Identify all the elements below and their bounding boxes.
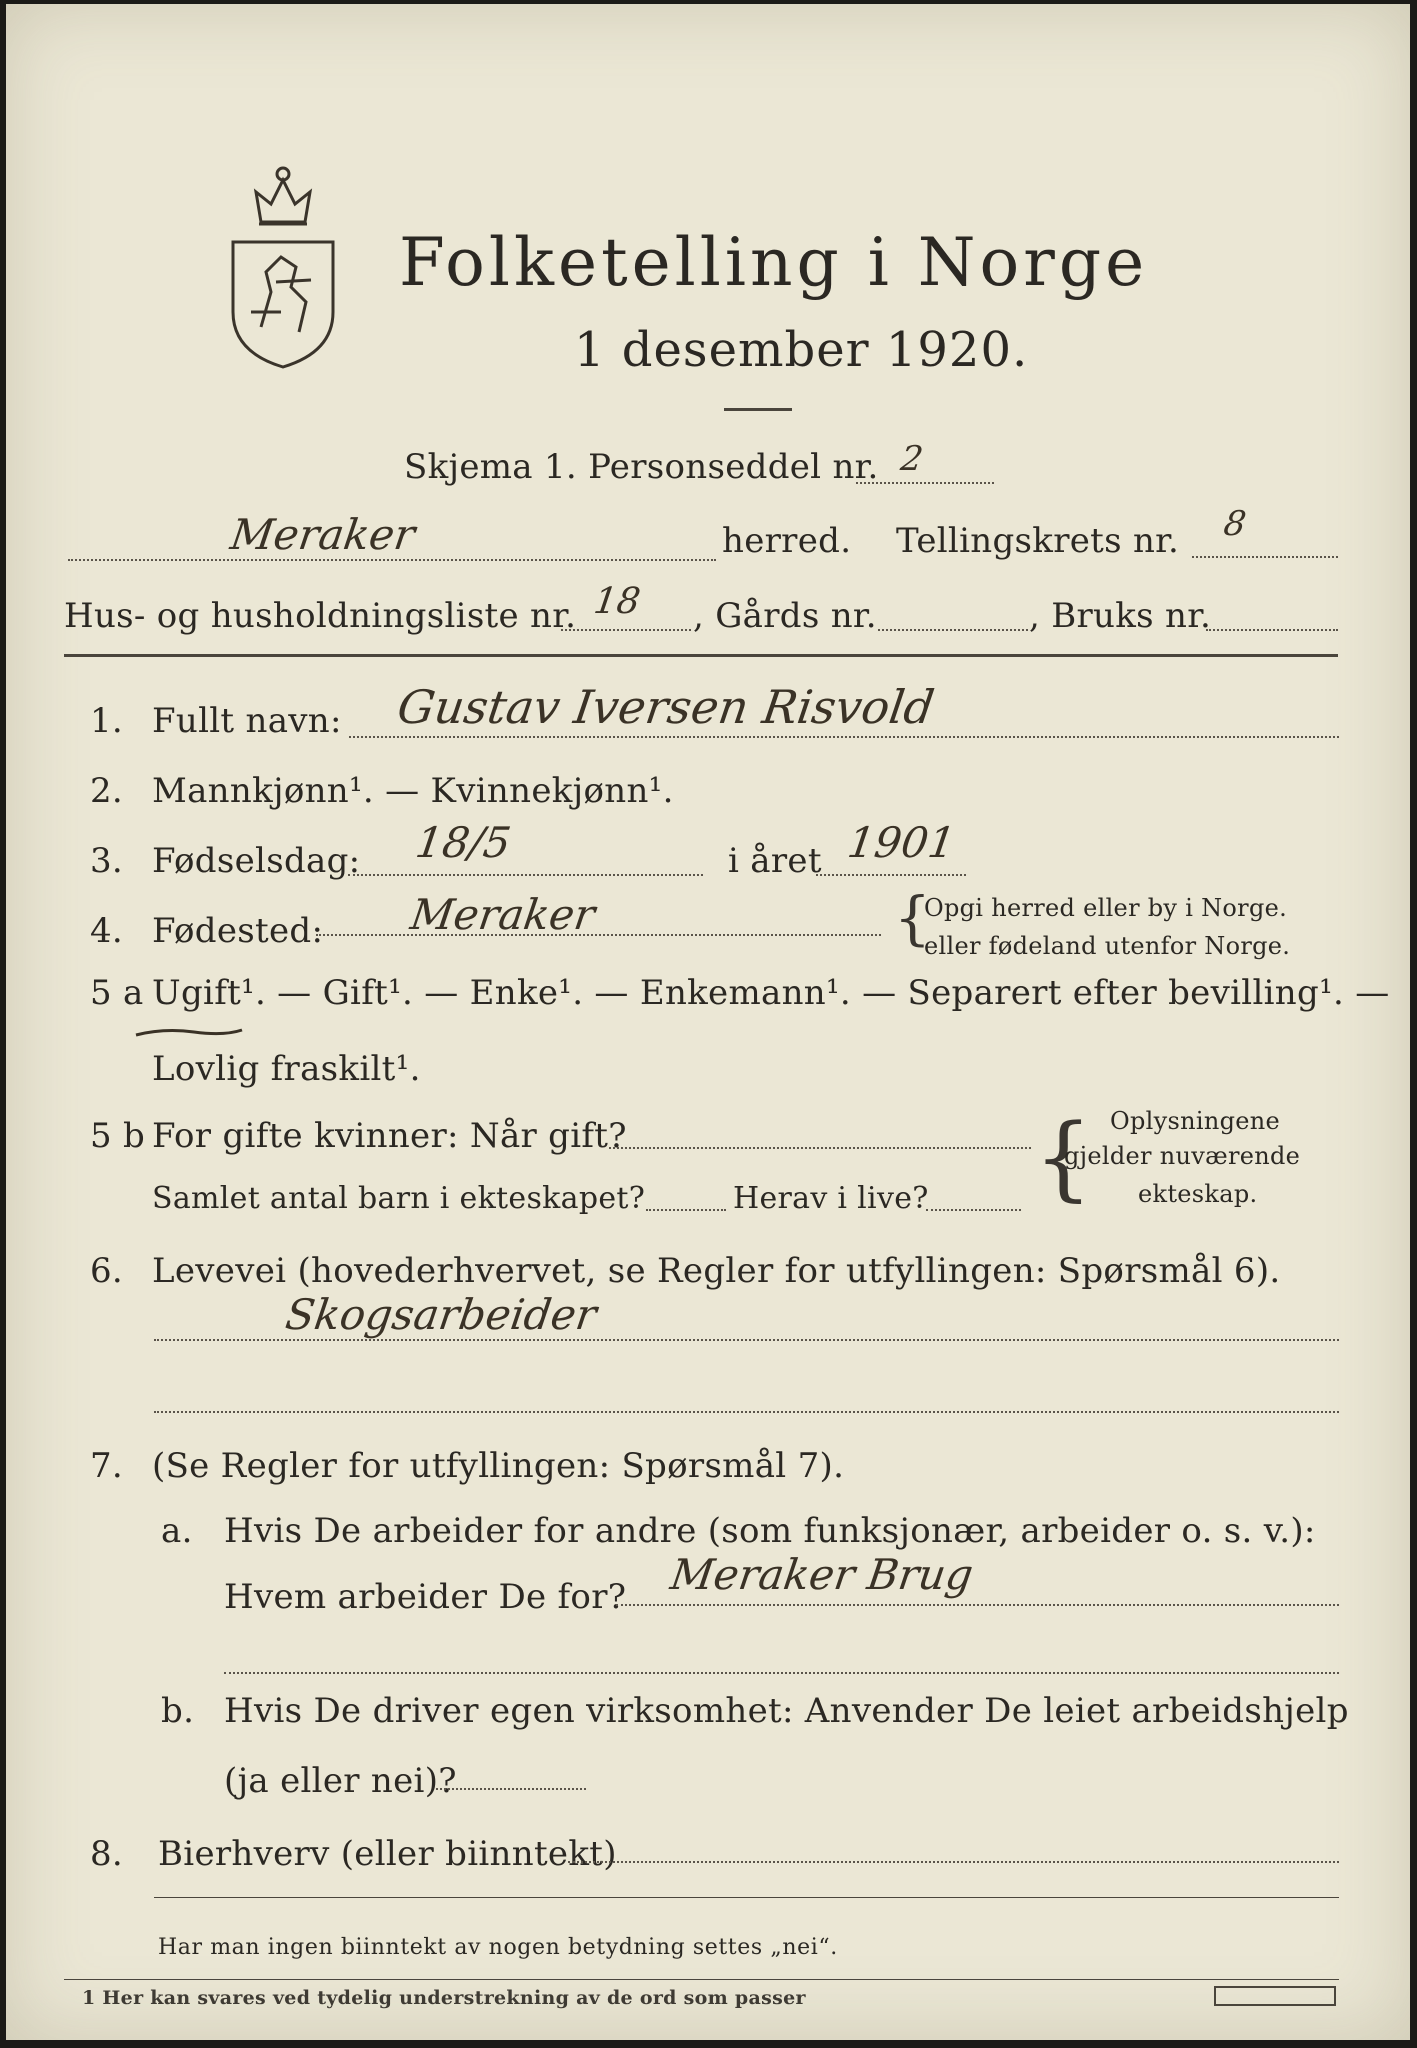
birth-year-label: i året xyxy=(728,841,822,881)
children-total-label: Samlet antal barn i ekteskapet? xyxy=(152,1181,646,1216)
schema-label: Skjema 1. Personseddel nr. xyxy=(404,447,879,487)
q5b-label: For gifte kvinner: Når gift? xyxy=(152,1116,627,1156)
herred-value[interactable]: Meraker xyxy=(227,510,418,559)
children-total-field-line xyxy=(646,1209,726,1211)
q2-number: 2. xyxy=(90,771,124,811)
form-title: Folketelling i Norge xyxy=(399,224,1149,301)
household-list-field-line xyxy=(561,629,691,631)
q3-number: 3. xyxy=(90,841,124,881)
children-alive-label: Herav i live? xyxy=(733,1181,929,1216)
gards-field-line xyxy=(878,629,1028,631)
side-income-field-line xyxy=(568,1861,1339,1863)
bruks-field-line xyxy=(1206,629,1338,631)
q7b-label: Hvis De driver egen virksomhet: Anvender De leiet arbeidshjelp xyxy=(224,1691,1349,1731)
q1-field-line xyxy=(349,736,1339,738)
marital-status-options-2: Lovlig fraskilt¹. xyxy=(152,1049,421,1089)
household-list-label: Hus- og husholdningsliste nr. xyxy=(64,596,577,636)
birth-year-value[interactable]: 1901 xyxy=(844,818,959,867)
q4-label: Fødested: xyxy=(152,911,324,951)
birthplace-value[interactable]: Meraker xyxy=(407,890,598,939)
q1-number: 1. xyxy=(90,701,124,741)
occupation-value[interactable]: Skogsarbeider xyxy=(282,1290,600,1339)
census-date: 1 desember 1920. xyxy=(574,322,1029,378)
footnote-divider xyxy=(64,1979,1339,1980)
q6-label: Levevei (hovederhvervet, se Regler for utfyllingen: Spørsmål 6). xyxy=(152,1251,1281,1291)
birthplace-note-1: Opgi herred eller by i Norge. xyxy=(924,894,1288,922)
q7-label: (Se Regler for utfyllingen: Spørsmål 7). xyxy=(152,1446,845,1486)
q7-number: 7. xyxy=(90,1446,124,1486)
marriage-note-2: gjelder nuværende xyxy=(1064,1142,1301,1170)
q7a-letter: a. xyxy=(161,1511,193,1551)
ugift-underline-mark xyxy=(134,1026,244,1040)
q7a-label-2: Hvem arbeider De for? xyxy=(224,1577,627,1617)
birthday-field-line xyxy=(348,874,703,876)
birthplace-note-2: eller fødeland utenfor Norge. xyxy=(924,932,1291,960)
birthday-value[interactable]: 18/5 xyxy=(412,818,514,867)
tellingskrets-label: Tellingskrets nr. xyxy=(896,521,1180,561)
schema-number-value[interactable]: 2 xyxy=(898,439,926,479)
coat-of-arms-icon xyxy=(221,162,346,372)
q7a-label: Hvis De arbeider for andre (som funksjonær, arbeider o. s. v.): xyxy=(224,1511,1316,1551)
q5a-number: 5 a xyxy=(90,973,144,1013)
marital-status-options: Ugift¹. — Gift¹. — Enke¹. — Enkemann¹. — Separert efter bevilling¹. — xyxy=(152,973,1390,1013)
footnote: 1 Her kan svares ved tydelig understrekning av de ord som passer xyxy=(82,1987,806,2009)
gender-options: Mannkjønn¹. — Kvinnekjønn¹. xyxy=(152,771,674,811)
birthplace-field-line xyxy=(316,934,881,936)
schema-field-line xyxy=(856,482,994,484)
employer-field-line-2 xyxy=(224,1672,1339,1674)
printer-stamp xyxy=(1214,1986,1336,2006)
q8-number: 8. xyxy=(90,1834,124,1874)
q5b-number: 5 b xyxy=(90,1116,146,1156)
married-when-field-line xyxy=(609,1147,1031,1149)
bruks-label: , Bruks nr. xyxy=(1029,596,1212,636)
footer-note: Har man ingen biinntekt av nogen betydning settes „nei“. xyxy=(158,1935,838,1960)
occupation-field-line xyxy=(154,1339,1339,1341)
household-list-value[interactable]: 18 xyxy=(591,581,643,622)
q3-label: Fødselsdag: xyxy=(152,841,361,881)
tellingskrets-field-line xyxy=(1192,556,1338,558)
hired-help-field-line xyxy=(436,1788,586,1790)
herred-label: herred. xyxy=(722,521,852,561)
birth-year-field-line xyxy=(816,874,966,876)
marriage-note-1: Oplysningene xyxy=(1110,1107,1281,1135)
footer-divider xyxy=(154,1897,1339,1898)
herred-field-line xyxy=(68,559,716,561)
children-alive-field-line xyxy=(926,1209,1021,1211)
gards-label: , Gårds nr. xyxy=(693,596,877,636)
employer-value[interactable]: Meraker Brug xyxy=(667,1550,977,1599)
title-divider xyxy=(724,408,792,411)
q8-label: Bierhverv (eller biinntekt) xyxy=(158,1834,617,1874)
census-form-page xyxy=(6,4,1410,2040)
full-name-value[interactable]: Gustav Iversen Risvold xyxy=(394,680,938,734)
marriage-note-3: ekteskap. xyxy=(1138,1180,1258,1208)
q6-number: 6. xyxy=(90,1251,124,1291)
q4-number: 4. xyxy=(90,911,124,951)
q7b-letter: b. xyxy=(161,1691,195,1731)
header-divider xyxy=(64,654,1338,657)
q1-label: Fullt navn: xyxy=(152,701,342,741)
birthplace-note-brace: { xyxy=(894,884,931,952)
marriage-note-brace: { xyxy=(1034,1104,1093,1211)
employer-field-line xyxy=(616,1604,1339,1606)
q7b-label-2: (ja eller nei)? xyxy=(224,1761,457,1801)
occupation-field-line-2 xyxy=(154,1411,1339,1413)
tellingskrets-value[interactable]: 8 xyxy=(1221,504,1249,544)
